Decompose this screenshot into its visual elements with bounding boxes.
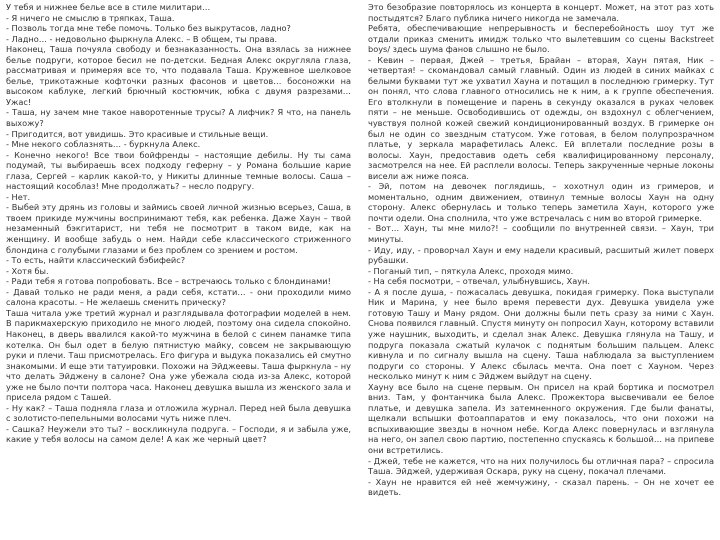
paragraph: - Ради тебя я готова попробовать. Все – встречаюсь только с блондинами!	[6, 276, 331, 287]
right-text-column	[368, 2, 714, 532]
paragraph: - Поганый тип, – пяткула Алекс, проходя мимо.	[368, 265, 574, 276]
paragraph: - На себя посмотри, – отвечал, улыбнувшись, Хаун.	[368, 276, 591, 287]
paragraph: - Хаун не нравится ей неё жемчужину, - сказал парень. – Он не хочет ее видеть.	[368, 476, 714, 498]
paragraph: - Иду, иду, - проворчал Хаун и ему надели красивый, расшитый жилет поверх рубашки.	[368, 244, 714, 266]
paragraph: - Хотя бы.	[6, 265, 49, 276]
paragraph: - Сашка? Неужели это ты? – воскликнула подруга. – Господи, я и забыла уже, какие у тебя волосы на самом деле! А как же черный цвет?	[6, 423, 351, 445]
paragraph: - Ну как? – Таша подняла глаза и отложила журнал. Перед ней была девушка с золотисто-пепельными волосами чуть ниже плеч.	[6, 402, 351, 424]
paragraph: - А я после душа, - пожасалась девушка, покидая гримерку. Пока выступали Ник и Марина, у нее было время перевести дух. Девушка увидела уже готовую Ташу и Ману рядом. Они должны были петь сразу за ними с Хаун. Снова появился главный. Спустя минуту он попросил Хаун, которому вставили уже наушник, выходить, и сделал знак Алекс. Девушка глянула на Ташу, и подруга показала сжатый кулачок с поднятым большим пальцем. Алекс кивнула и по сигналу вышла на сцену. Таша наблюдала за выступлением подруги со стороны. У Алекс сбылась мечта. Она поет с Хауном. Через несколько минут к ним с Эйджем выйдут на сцену.	[368, 286, 714, 382]
paragraph: - Позволь тогда мне тебе помочь. Только без выкрутасов, ладно?	[6, 23, 291, 34]
paragraph: Хауну все было на сцене первым. Он присел на край бортика и посмотрел вниз. Там, у фонтанчика была Алекс. Прожектора высвечивали ее белое платье, и девушка запела. Из затемненного окружения. Где были фанаты, щелкали вспышки фотоаппаратов и ему показалось, что они похожи на вспыхивающие звезды в ночном небе. Когда Алекс повернулась и взглянула на него, он запел свою партию, постепенно спускаясь к большой… на припеве они встретились.	[368, 381, 714, 455]
paragraph: - Кевин – первая, Джей – третья, Брайан – вторая, Хаун пятая, Ник – четвертая! – скомандовал самый главный. Один из людей в синих майках с белыми буквами тут же ухватил Хауна и потащил в последнюю гримерку. Тут он понял, что слова главного относились не к ним, а к группе обеспечения. Его втолкнули в помещение и парень в секунду оказался в руках человек пяти – не меньше. Освободившись от одежды, он вздохнул с облегчением, чувствуя полной кожей свежий кондиционированный воздух. В гримерке он был не один со звездным статусом. Уже готовая, в белом полупрозрачном платье, у зеркала марафетилась Алекс. Ей вплетали последние розы в волосы. Хаун, предоставив одеть себя квалифицированному персоналу, засмотрелся на нее. Ей расплели волосы. Теперь закрученные черные локоны висели аж ниже пояса.	[368, 54, 714, 181]
paragraph: Это безобразие повторялось из концерта в концерт. Может, на этот раз хоть постыдятся? Благо публика ничего никогда не замечала.	[368, 2, 714, 23]
paragraph: - Пригодится, вот увидишь. Это красивые и стильные вещи.	[6, 128, 269, 139]
paragraph: - Нет.	[6, 191, 31, 202]
paragraph: - Я ничего не смыслю в тряпках, Таша.	[6, 12, 175, 23]
paragraph: - Эй, потом на девочек поглядишь, – хохотнул один из гримеров, и моментально, одним движением, отвинул темные волосы Хаун на одну сторону. Алекс обернулась и только теперь заметила Хаун, которого уже почти одели. Она сполнила, что уже встречалась с ним во второй гримерке.	[368, 181, 714, 223]
paragraph: - Выбей эту дрянь из головы и займись своей личной жизнью всерьез, Саша, в твоем прикиде мужчины воспринимают тебя, как ребенка. Даже Хаун – твой незаменный бэкгитарист, ни тебя не посмотрит в таком виде, как на женщину. И вообще забудь о нем. Найди себе классического стриженного блондина с голубыми глазами и без проблем со зрением и ростом.	[6, 202, 351, 255]
paragraph: Ребята, обеспечивающие непрерывность и бесперебойность шоу тут же отдали приказ сменить имидж только что вылетевшим со сцены Backstreet boys/ здесь шума фанов слышно не было.	[368, 23, 714, 55]
paragraph: - То есть, найти классический бэбифейс?	[6, 255, 186, 266]
paragraph: - Таша, ну зачем мне такое наворотенные трусы? А лифчик? Я что, на панель выхожу?	[6, 107, 351, 129]
paragraph: Наконец, Таша почуяла свободу и безнаказанность. Она взялась за нижнее белье подруги, которое бесил не по-детски. Бедная Алекс округляла глаза, рассматривая и примеряя все то, что подавала Таша. Кружевное шелковое белье, трикотажные кофточки разных фасонов и цветов… босоножки на высоком каблуке, легкий брючный костюмчик, юбка с двумя разрезами… Ужас!	[6, 44, 351, 107]
paragraph: - Джей, тебе не кажется, что на них получилось бы отличная пара? – спросила Таша. Эйджей, удерживая Оскара, руку на сцену, покачал плечами.	[368, 455, 714, 477]
paragraph: - Ладно… - недовольно фыркнула Алекс. – В общем, ты права.	[6, 33, 278, 44]
paragraph: У тебя и нижнее белье все в стиле милитари…	[6, 2, 211, 12]
paragraph: - Конечно некого! Все твои бойфренды – настоящие дебилы. Ну ты сама подумай, ты выбираешь всех подходу геферну – у Романа большие карие глаза, Сергей – карлик какой-то, у Никиты длинные темные волосы. Саша – настоящий кособлаз! Мне продолжать? – несло подругу.	[6, 149, 351, 192]
paragraph: Таша читала уже третий журнал и разглядывала фотографии моделей в нем. В парикмахерскую приходило не много людей, поэтому она сидела спокойно. Наконец, в дверь ввалился какой-то мужчина в белой с синем панамке типа котелка. Он был одет в белую пятнистую майку, совсем не закрывающую руки и плечи. Таш присмотрелась. Его фигура и выдука показались ей смутно знакомыми. И еще эти татуировки. Похожи на Эйджеевы. Таша фыркнула – ну что делать Эйджену в салоне? Она уже убежала сюда из-за Алекс, которой уже не было почти полтора часа. Наконец девушка вышла из женского зала и присела рядом с Ташей.	[6, 307, 351, 403]
paragraph: - Давай только не ради меня, а ради себя, кстати… - они проходили мимо салона красоты. – Не желаешь сменить прическу?	[6, 286, 351, 308]
paragraph: - Мне некого соблазнять… - буркнула Алекс.	[6, 139, 201, 150]
paragraph: - Вот… Хаун, ты мне мило?! – сообщили по внутренней связи. – Хаун, три минуты.	[368, 223, 714, 245]
left-text-column	[6, 2, 351, 532]
